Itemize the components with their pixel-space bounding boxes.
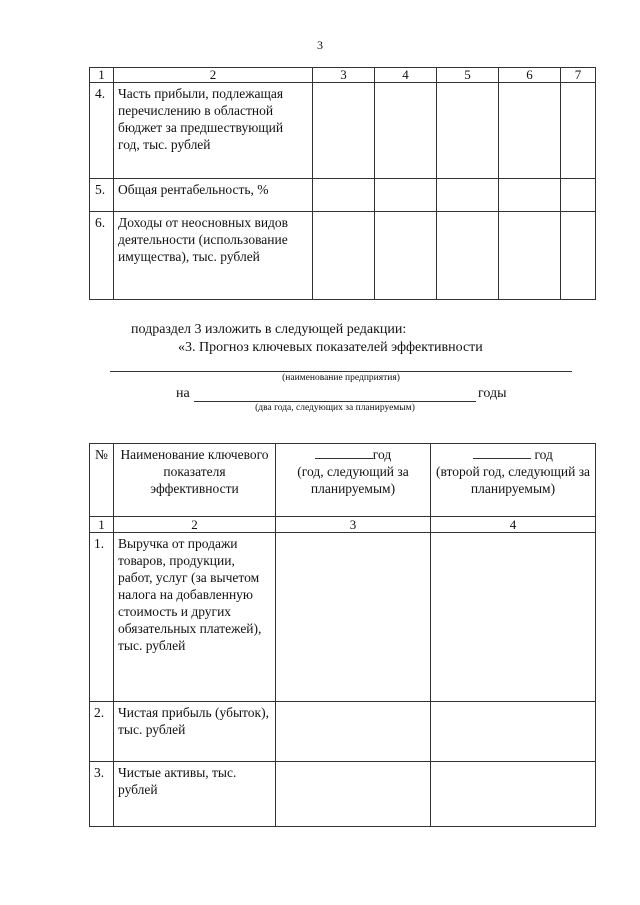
- header-cell: 5: [437, 68, 499, 83]
- period-line: [194, 401, 476, 402]
- value-cell: [375, 83, 437, 179]
- value-cell: [561, 179, 596, 212]
- header-cell: 4: [431, 517, 596, 533]
- header-cell: 1: [90, 68, 114, 83]
- row-number: 2.: [90, 702, 114, 762]
- period-suffix: годы: [478, 386, 507, 401]
- value-cell: [313, 83, 375, 179]
- row-name: Общая рентабельность, %: [114, 179, 313, 212]
- table-header-row: [90, 68, 596, 83]
- row-number: 5.: [90, 179, 114, 212]
- header-year-note: (год, следующий за планируемым): [297, 464, 409, 496]
- table-row: [90, 179, 596, 212]
- enterprise-name-line: [110, 371, 572, 372]
- table-row: [90, 702, 596, 762]
- header-year-note: (второй год, следующий за планируемым): [435, 464, 591, 496]
- period-prefix: на: [176, 386, 190, 401]
- row-name: Часть прибыли, подлежащая перечислению в областной бюджет за предшествующий год, тыс. рублей: [114, 83, 313, 179]
- table-row: [90, 83, 596, 179]
- row-number: 6.: [90, 212, 114, 300]
- value-cell: [431, 533, 596, 702]
- section-title: «3. Прогноз ключевых показателей эффективности: [178, 340, 483, 355]
- forecast-table: [89, 443, 596, 827]
- header-cell: 2: [114, 68, 313, 83]
- header-cell: 6: [499, 68, 561, 83]
- header-cell: 3: [276, 517, 431, 533]
- table-numbering-row: [90, 517, 596, 533]
- indicators-table-continued: [89, 67, 596, 300]
- value-cell: [313, 179, 375, 212]
- page-number: 3: [317, 38, 323, 52]
- value-cell: [276, 702, 431, 762]
- row-number: 4.: [90, 83, 114, 179]
- year-blank: [315, 446, 373, 459]
- header-cell: 1: [90, 517, 114, 533]
- table-row: [90, 762, 596, 827]
- header-cell: 7: [561, 68, 596, 83]
- value-cell: [437, 212, 499, 300]
- value-cell: [313, 212, 375, 300]
- header-year-word: год: [372, 447, 392, 462]
- row-number: 3.: [90, 762, 114, 827]
- header-year-2: [431, 444, 596, 517]
- value-cell: [561, 83, 596, 179]
- header-cell: 2: [114, 517, 276, 533]
- value-cell: [375, 212, 437, 300]
- header-year-1: [276, 444, 431, 517]
- header-cell: 4: [375, 68, 437, 83]
- amendment-paragraph: подраздел 3 изложить в следующей редакции:: [131, 322, 407, 337]
- value-cell: [431, 762, 596, 827]
- header-indicator-name: Наименование ключевого показателя эффективности: [114, 444, 276, 517]
- value-cell: [276, 762, 431, 827]
- row-name: Доходы от неосновных видов деятельности (использование имущества), тыс. рублей: [114, 212, 313, 300]
- value-cell: [499, 212, 561, 300]
- table-row: [90, 533, 596, 702]
- row-name: Чистая прибыль (убыток), тыс. рублей: [114, 702, 276, 762]
- table-row: [90, 212, 596, 300]
- value-cell: [437, 83, 499, 179]
- value-cell: [375, 179, 437, 212]
- row-number: 1.: [90, 533, 114, 702]
- table-header-row: [90, 444, 596, 517]
- value-cell: [276, 533, 431, 702]
- value-cell: [499, 83, 561, 179]
- year-blank: [473, 446, 531, 459]
- header-year-word: год: [534, 447, 553, 462]
- row-name: Выручка от продажи товаров, продукции, работ, услуг (за вычетом налога на добавленную стоимость и других обязательных платежей), тыс. рублей: [114, 533, 276, 702]
- value-cell: [499, 179, 561, 212]
- value-cell: [437, 179, 499, 212]
- header-number: №: [90, 444, 114, 517]
- row-name: Чистые активы, тыс. рублей: [114, 762, 276, 827]
- value-cell: [561, 212, 596, 300]
- value-cell: [431, 702, 596, 762]
- enterprise-caption: (наименование предприятия): [282, 373, 400, 383]
- period-caption: (два года, следующих за планируемым): [255, 403, 415, 413]
- header-cell: 3: [313, 68, 375, 83]
